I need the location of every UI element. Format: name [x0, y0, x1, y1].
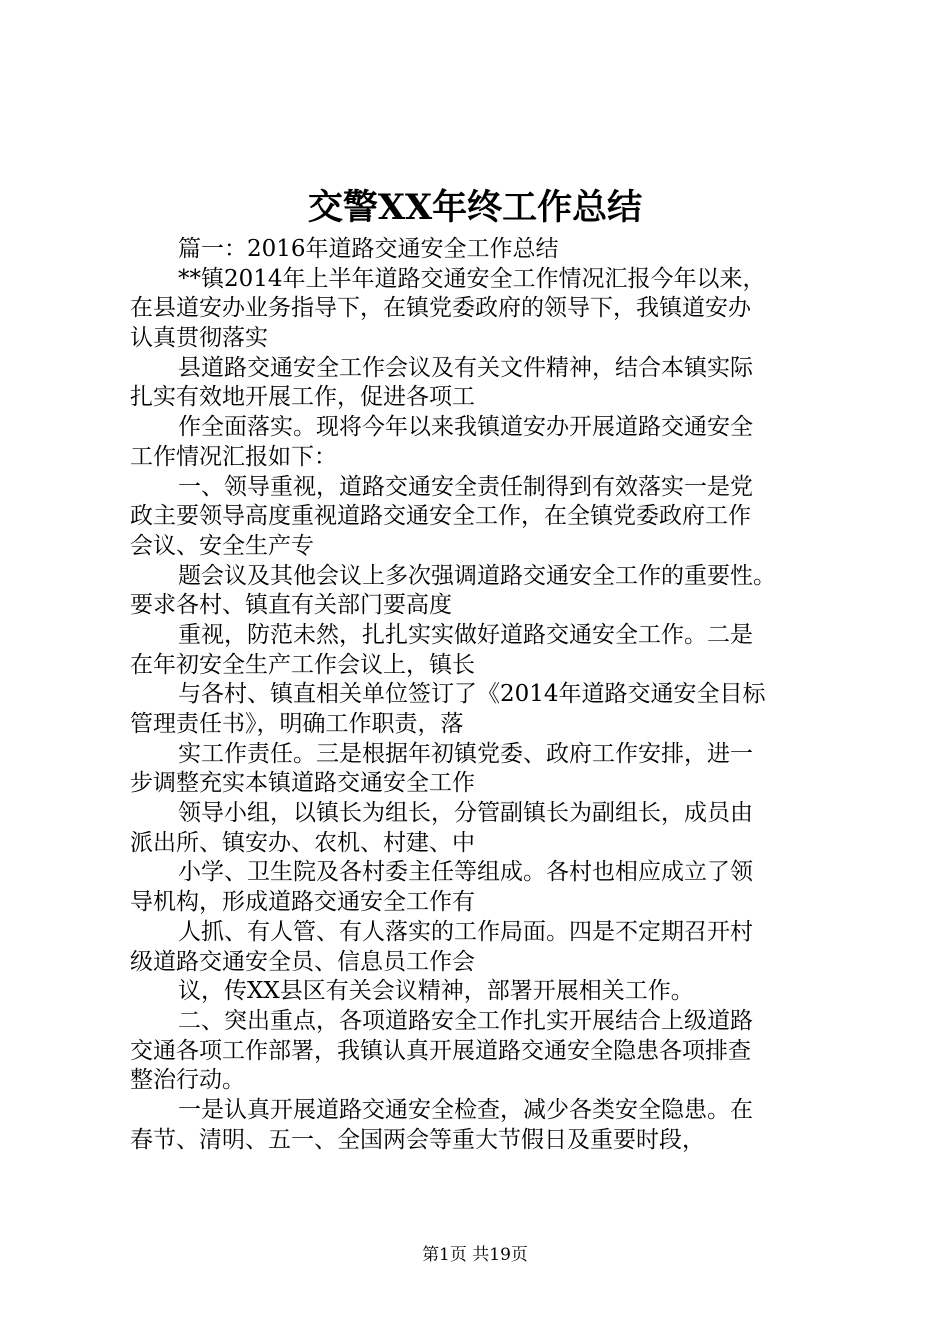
text-line: 管理责任书》，明确工作职责，落: [130, 711, 464, 737]
text-line: 要求各村、镇直有关部门要高度: [130, 592, 452, 619]
text-line: 派出所、镇安办、农机、村建、中: [130, 829, 475, 856]
text-line: 实工作责任。三是根据年初镇党委、政府工作安排，进一: [178, 740, 753, 767]
text-line: 步调整充实本镇道路交通安全工作: [130, 770, 475, 797]
text-line: 篇一：2016年道路交通安全工作总结: [178, 236, 559, 262]
text-line: 作全面落实。现将今年以来我镇道安办开展道路交通安全: [178, 414, 753, 441]
text-line: 级道路交通安全员、信息员工作会: [130, 948, 475, 975]
document-body: [130, 235, 850, 1155]
text-line: 在年初安全生产工作会议上，镇长: [130, 651, 475, 678]
text-line: 政主要领导高度重视道路交通安全工作，在全镇党委政府工作: [130, 503, 751, 530]
text-line: 议，传XX县区有关会议精神，部署开展相关工作。: [178, 978, 694, 1005]
text-line: 导机构，形成道路交通安全工作有: [130, 889, 475, 916]
text-line: 重视，防范未然，扎扎实实做好道路交通安全工作。二是: [178, 621, 753, 648]
text-line: 题会议及其他会议上多次强调道路交通安全工作的重要性。: [178, 562, 776, 589]
document-title: 交警XX年终工作总结: [307, 187, 643, 228]
text-line: 认真贯彻落实: [130, 325, 268, 352]
text-line: 县道路交通安全工作会议及有关文件精神，结合本镇实际: [178, 354, 753, 381]
text-line: 一、领导重视，道路交通安全责任制得到有效落实一是党: [178, 473, 753, 500]
text-line: 会议、安全生产专: [130, 532, 314, 559]
text-line: 二、突出重点，各项道路安全工作扎实开展结合上级道路: [178, 1007, 753, 1034]
text-line: **镇2014年上半年道路交通安全工作情况汇报今年以来，: [178, 265, 766, 292]
text-line: 与各村、镇直相关单位签订了《2014年道路交通安全目标: [178, 681, 766, 708]
text-line: 人抓、有人管、有人落实的工作局面。四是不定期召开村: [178, 918, 753, 945]
text-line: 在县道安办业务指导下，在镇党委政府的领导下，我镇道安办: [130, 295, 751, 322]
text-line: 小学、卫生院及各村委主任等组成。各村也相应成立了领: [178, 859, 753, 886]
text-line: 领导小组，以镇长为组长，分管副镇长为副组长，成员由: [178, 800, 753, 827]
text-line: 春节、清明、五一、全国两会等重大节假日及重要时段，: [130, 1126, 705, 1153]
text-line: 扎实有效地开展工作，促进各项工: [130, 384, 475, 411]
page-footer: 第1页 共19页: [422, 1245, 528, 1265]
text-line: 交通各项工作部署，我镇认真开展道路交通安全隐患各项排查: [130, 1037, 751, 1064]
text-line: 工作情况汇报如下：: [130, 443, 337, 470]
text-line: 整治行动。: [130, 1067, 245, 1094]
text-line: 一是认真开展道路交通安全检查，减少各类安全隐患。在: [178, 1096, 753, 1123]
